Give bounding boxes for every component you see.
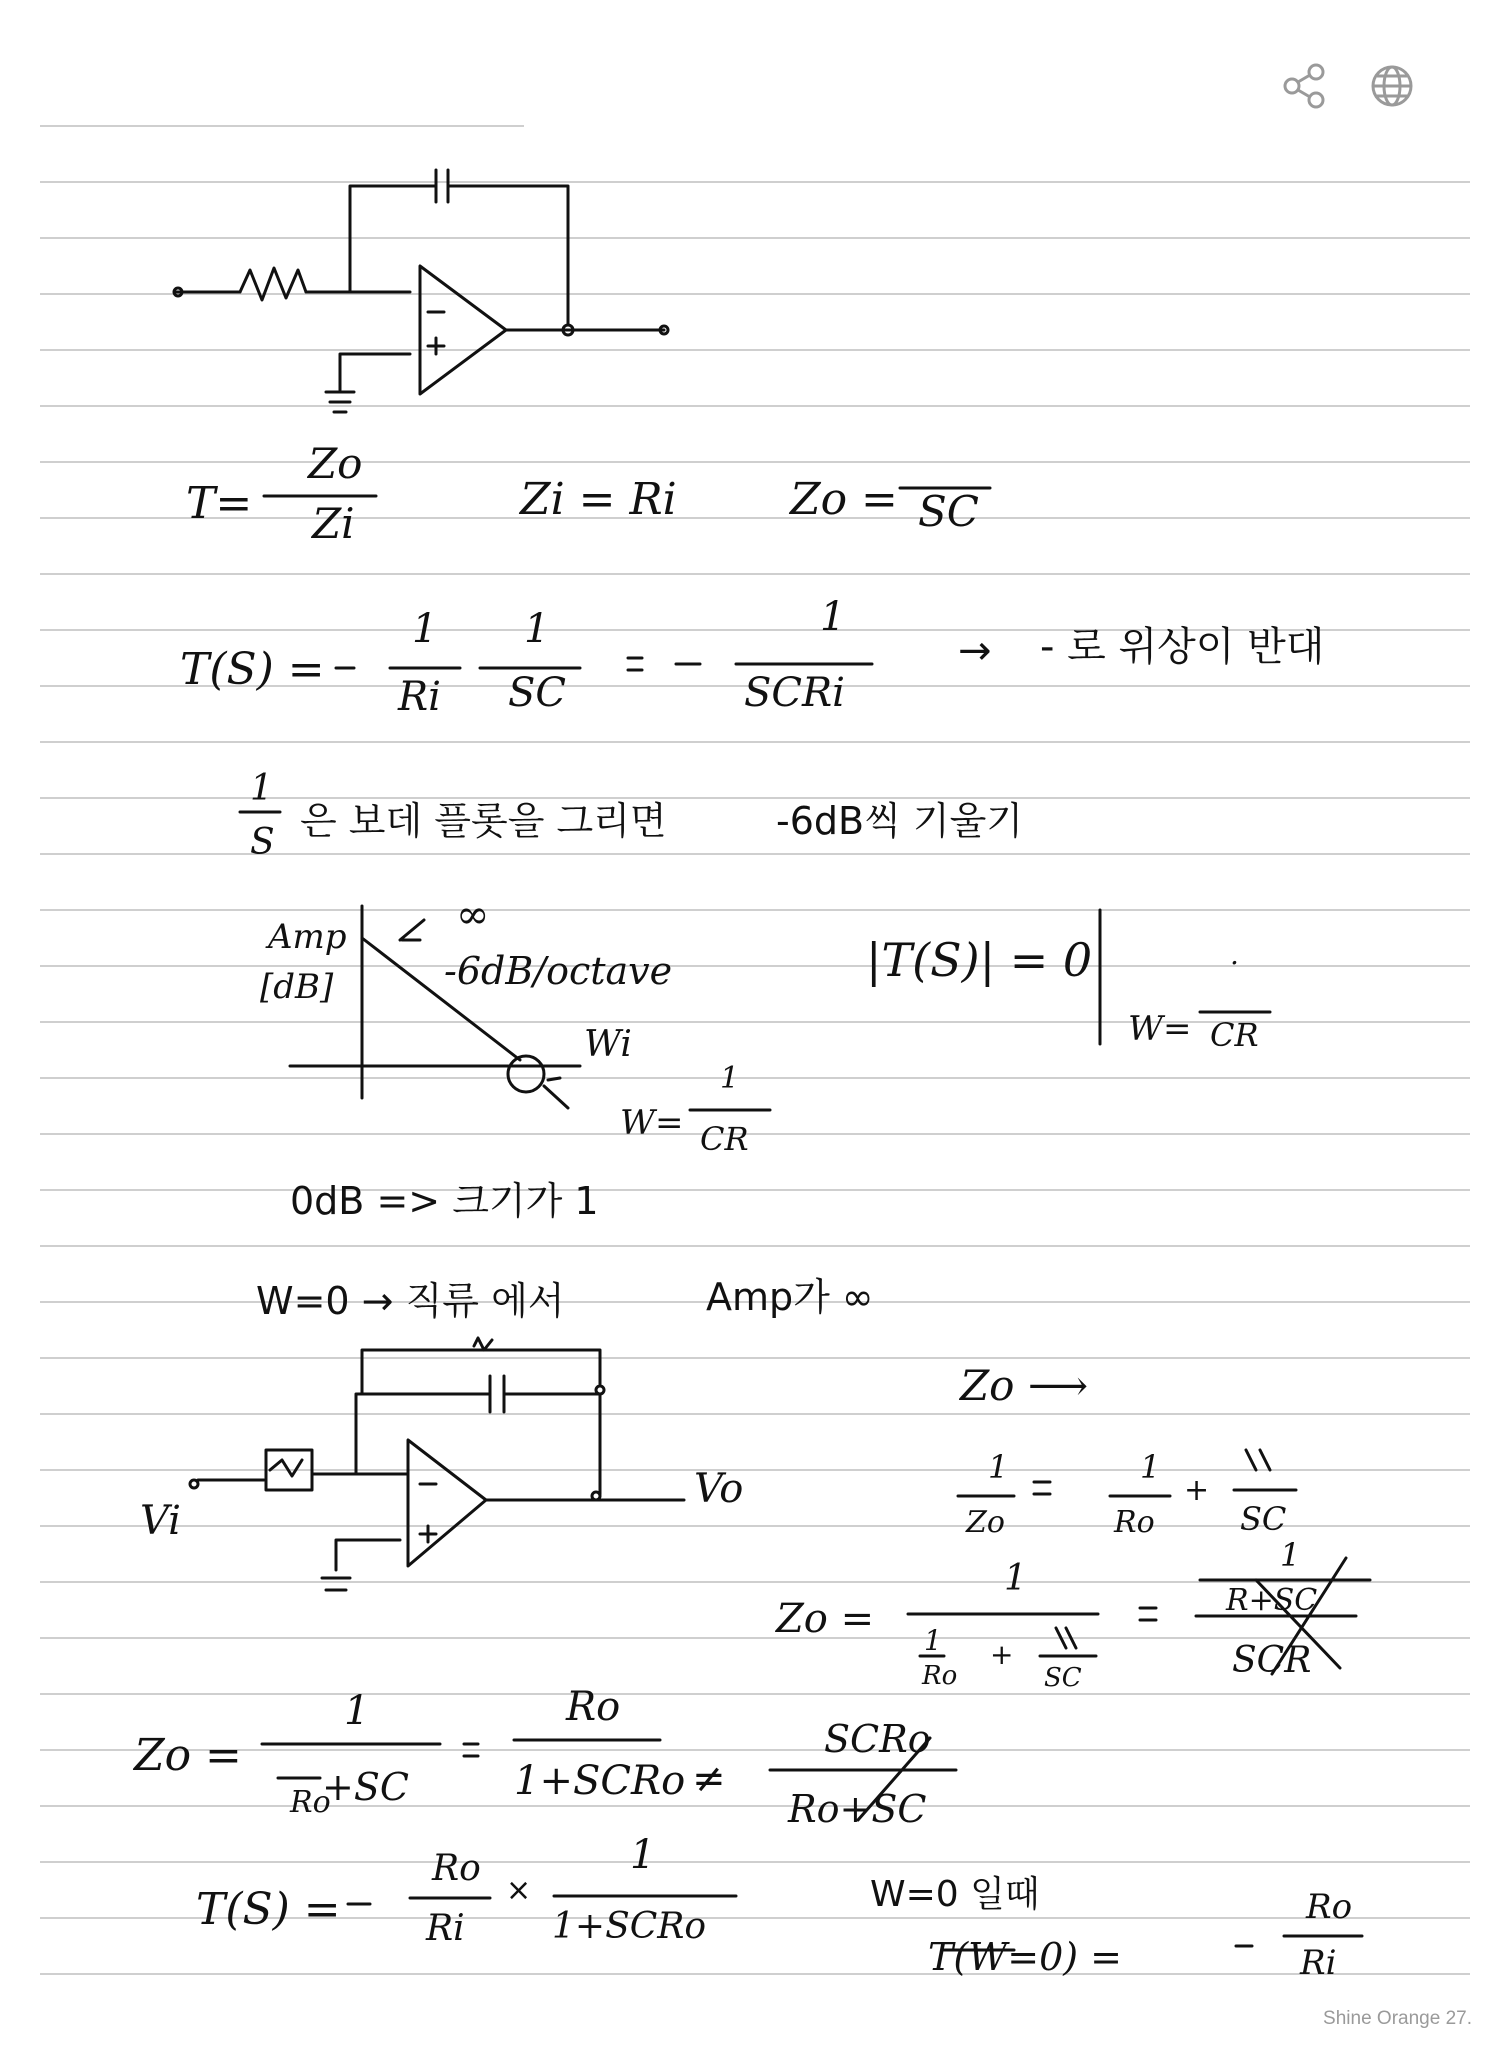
final-ro: Ro (432, 1848, 481, 1889)
t0-ri: Ri (1300, 1943, 1337, 1983)
bode-slope-label: -6dB/octave (444, 949, 673, 993)
recip-one-ro: 1 (1140, 1448, 1161, 1486)
w-zero-cond: W=0 일때 (870, 1874, 1040, 1915)
frac-one-b: 1 (924, 1624, 942, 1657)
bode-plot-sketch (260, 892, 1270, 1158)
frac1-num: 1 (412, 606, 438, 652)
frac3-num: 1 (820, 594, 846, 640)
recip-one: 1 (988, 1448, 1009, 1486)
final-transfer-function (196, 1832, 1362, 1983)
frac-sc: SC (1044, 1663, 1082, 1693)
lossy-integrator-circuit (190, 1338, 684, 1590)
t-lhs: T= (186, 478, 253, 529)
final-den: 1+SCRo (552, 1906, 707, 1947)
times: × (506, 1873, 532, 1908)
frac2-num: 1 (524, 606, 550, 652)
bode-w-den: CR (700, 1120, 749, 1158)
zi-equals-ri: Zi = Ri (520, 474, 677, 525)
bode-w-eq: W= (620, 1103, 684, 1143)
final-lhs: T(S) = (196, 1884, 341, 1935)
globe-button[interactable] (1364, 58, 1420, 114)
zo-numerator: Zo (308, 439, 363, 488)
wrong-num: SCRo (824, 1717, 931, 1761)
zo-eq2: Zo = (776, 1596, 875, 1642)
share-icon (1276, 58, 1332, 114)
transfer-function-derivation (180, 594, 1324, 720)
zo-denominator-sc: SC (918, 487, 979, 536)
integrator-circuit (174, 170, 668, 412)
recip-sc: SC (1240, 1500, 1287, 1538)
transfer-definition (186, 439, 990, 548)
ts-lhs: T(S) = (180, 644, 325, 695)
zo-den: 1+SCRo (514, 1758, 686, 1804)
vo-label: Vo (694, 1466, 744, 1512)
cancel-one: 1 (1280, 1536, 1301, 1574)
share-button[interactable] (1276, 58, 1332, 114)
final-ri: Ri (426, 1908, 465, 1949)
recip-ro: Ro (1114, 1505, 1155, 1540)
bode-w-num: 1 (720, 1061, 740, 1096)
amp-infinite-note: Amp가 ∞ (706, 1275, 874, 1319)
plus1: + (1184, 1473, 1210, 1508)
bode-infinity: ∞ (456, 892, 490, 938)
dc-note: W=0 → 직류 에서 (256, 1279, 565, 1323)
cancel-scr: SCR (1232, 1640, 1312, 1681)
zero-db-note: 0dB => 크기가 1 (290, 1179, 599, 1223)
notebook-footer-label: Shine Orange 27. (1323, 2008, 1472, 2029)
frac-ro: Ro (922, 1661, 958, 1691)
zo-result (132, 1684, 956, 1831)
bode-ylabel-db: [dB] (260, 967, 334, 1007)
bode-w-label: Wi (584, 1024, 632, 1065)
bode-ylabel-amp: Amp (268, 917, 347, 957)
bode-text: 은 보데 플롯을 그리면 (300, 799, 667, 843)
bode-dot: . (1230, 938, 1239, 971)
frac2-den: SC (508, 670, 567, 716)
t-at-w0: T(W=0) = (928, 1935, 1122, 1979)
bode-slope-note (240, 768, 1023, 863)
frac1-den: Ri (398, 674, 441, 720)
zo-ro-den: Ro (290, 1785, 331, 1820)
recip-zo: Zo (966, 1505, 1005, 1540)
final-one: 1 (630, 1832, 656, 1878)
globe-icon (1364, 58, 1420, 114)
plus2: + (990, 1638, 1014, 1671)
bode-w-den2: CR (1210, 1016, 1259, 1054)
inv-s-den: S (250, 822, 275, 863)
zo-arrow: Zo ⟶ (960, 1361, 1089, 1410)
wrong-den: Ro+SC (788, 1787, 927, 1831)
cancel-rsc: R+SC (1226, 1583, 1318, 1618)
zi-denominator: Zi (312, 499, 355, 548)
vi-label: Vi (140, 1498, 181, 1544)
inv-s-num: 1 (250, 768, 273, 809)
frac-one: 1 (1004, 1558, 1027, 1599)
implies-arrow: → (958, 628, 992, 674)
zo-lhs: Zo = (134, 1730, 242, 1781)
slope-text: -6dB씩 기울기 (776, 799, 1023, 843)
zo-equals: Zo = (790, 474, 898, 525)
frac3-den: SCRi (744, 670, 845, 716)
t0-ro: Ro (1306, 1887, 1353, 1927)
phase-inverted-note: - 로 위상이 반대 (1040, 624, 1325, 670)
zo-ro-num: Ro (566, 1684, 621, 1730)
zo-plus-sc: +SC (322, 1765, 409, 1809)
not-equal: ≠ (692, 1756, 726, 1802)
magnitude-equation: |T(S)| = 0 (866, 933, 1093, 987)
zo-one: 1 (344, 1688, 370, 1734)
bode-w-eq2: W= (1128, 1009, 1192, 1049)
